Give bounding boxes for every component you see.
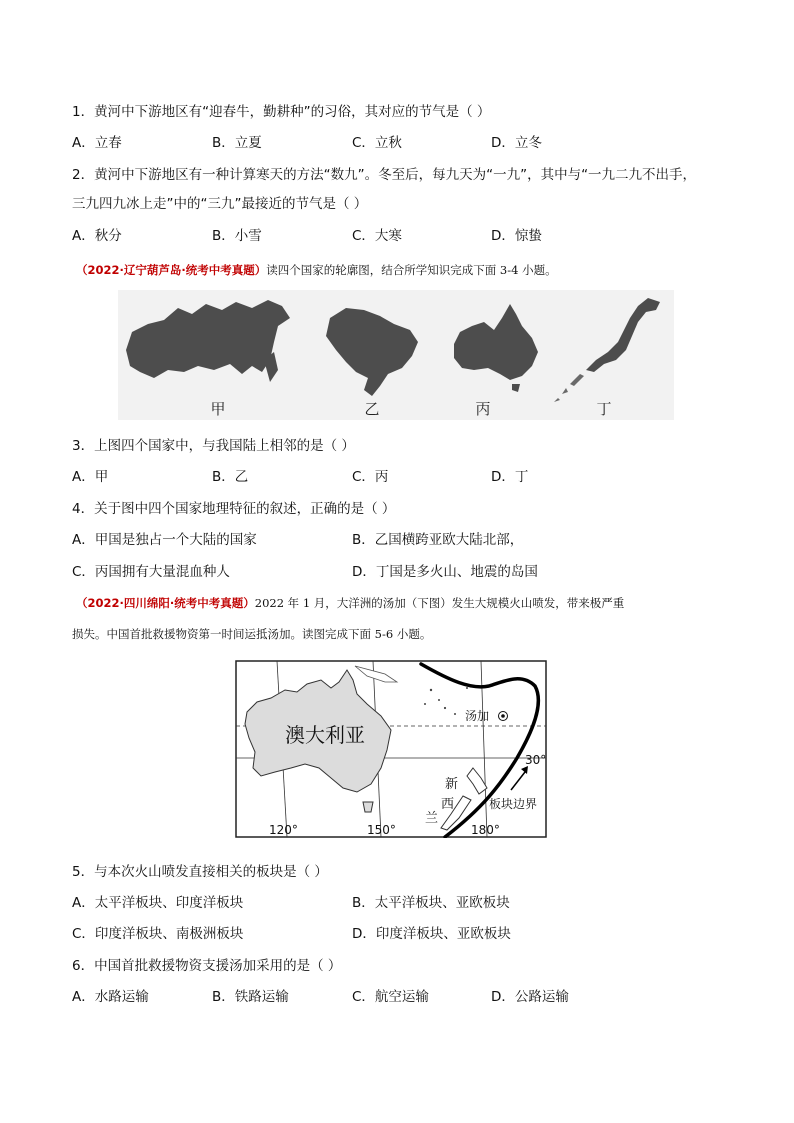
label-jia: 甲: [210, 400, 226, 418]
q2-option-a[interactable]: A．秋分: [72, 228, 122, 244]
intro-2-source: （2022·四川绵阳·统考中考真题）: [76, 596, 255, 610]
q6-option-c[interactable]: C．航空运输: [352, 989, 429, 1005]
label-lat-30: 30°: [525, 753, 547, 767]
q3-option-d[interactable]: D．丁: [491, 469, 529, 485]
q2-option-c[interactable]: C．大寒: [352, 228, 402, 244]
label-australia: 澳大利亚: [285, 723, 365, 747]
question-2-stem-line1: 2．黄河中下游地区有一种计算寒天的方法“数九”。冬至后，每九天为“一九”，其中与“一九二九不出手，: [72, 167, 697, 183]
q2-option-b[interactable]: B．小雪: [212, 228, 262, 244]
q2-option-d[interactable]: D．惊蛰: [491, 228, 542, 244]
q5-option-a[interactable]: A．太平洋板块、印度洋板块: [72, 895, 244, 911]
q3-option-c[interactable]: C．丙: [352, 469, 389, 485]
label-lon-150: 150°: [367, 823, 396, 837]
label-nz-1: 新: [445, 777, 459, 792]
tasmania: [363, 802, 373, 812]
q3-option-a[interactable]: A．甲: [72, 469, 109, 485]
label-ding: 丁: [596, 400, 612, 418]
question-5-stem: 5．与本次火山喷发直接相关的板块是（ ）: [72, 864, 328, 880]
q6-option-d[interactable]: D．公路运输: [491, 989, 569, 1005]
q3-option-b[interactable]: B．乙: [212, 469, 249, 485]
q4-option-c[interactable]: C．丙国拥有大量混血种人: [72, 564, 230, 580]
question-4-stem: 4．关于图中四个国家地理特征的叙述，正确的是（ ）: [72, 501, 396, 517]
intro-2-text-line1: 2022 年 1 月，大洋洲的汤加（下图）发生大规模火山喷发，带来极严重: [254, 596, 625, 610]
q1-option-d[interactable]: D．立冬: [491, 135, 542, 151]
label-nz-2: 西: [441, 797, 455, 812]
q5-option-b[interactable]: B．太平洋板块、亚欧板块: [352, 895, 510, 911]
label-lon-180: 180°: [471, 823, 500, 837]
tonga-map: [235, 660, 547, 838]
q6-option-b[interactable]: B．铁路运输: [212, 989, 289, 1005]
q1-option-c[interactable]: C．立秋: [352, 135, 402, 151]
question-6-stem: 6．中国首批救援物资支援汤加采用的是（ ）: [72, 958, 342, 974]
country-outlines-figure: [118, 290, 674, 420]
label-yi: 乙: [364, 400, 380, 418]
question-2-stem-line2: 三九四九冰上走”中的“三九”最接近的节气是（ ）: [72, 196, 368, 212]
label-tonga: 汤加: [465, 709, 490, 723]
q5-option-c[interactable]: C．印度洋板块、南极洲板块: [72, 926, 244, 942]
q1-option-a[interactable]: A．立春: [72, 135, 122, 151]
intro-1: [76, 261, 557, 279]
q4-option-d[interactable]: D．丁国是多火山、地震的岛国: [352, 564, 538, 580]
tonga-marker-dot: [501, 714, 505, 718]
label-plate-boundary: 板块边界: [489, 797, 538, 811]
intro-1-source: （2022·辽宁葫芦岛·统考中考真题）: [76, 263, 267, 277]
intro-1-text: 读四个国家的轮廓图，结合所学知识完成下面 3-4 小题。: [266, 263, 557, 277]
label-bing: 丙: [475, 400, 491, 418]
q4-option-b[interactable]: B．乙国横跨亚欧大陆北部，: [352, 532, 524, 548]
question-3-stem: 3．上图四个国家中，与我国陆上相邻的是（ ）: [72, 438, 355, 454]
label-lon-120: 120°: [269, 823, 298, 837]
q6-option-a[interactable]: A．水路运输: [72, 989, 149, 1005]
intro-2-text-line2: 损失。中国首批救援物资第一时间运抵汤加。读图完成下面 5-6 小题。: [72, 627, 432, 641]
label-nz-3: 兰: [425, 811, 439, 826]
question-1-stem: 1．黄河中下游地区有“迎春牛，勤耕种”的习俗，其对应的节气是（ ）: [72, 104, 491, 120]
intro-2: [76, 594, 624, 612]
q5-option-d[interactable]: D．印度洋板块、亚欧板块: [352, 926, 511, 942]
q1-option-b[interactable]: B．立夏: [212, 135, 262, 151]
q4-option-a[interactable]: A．甲国是独占一个大陆的国家: [72, 532, 257, 548]
